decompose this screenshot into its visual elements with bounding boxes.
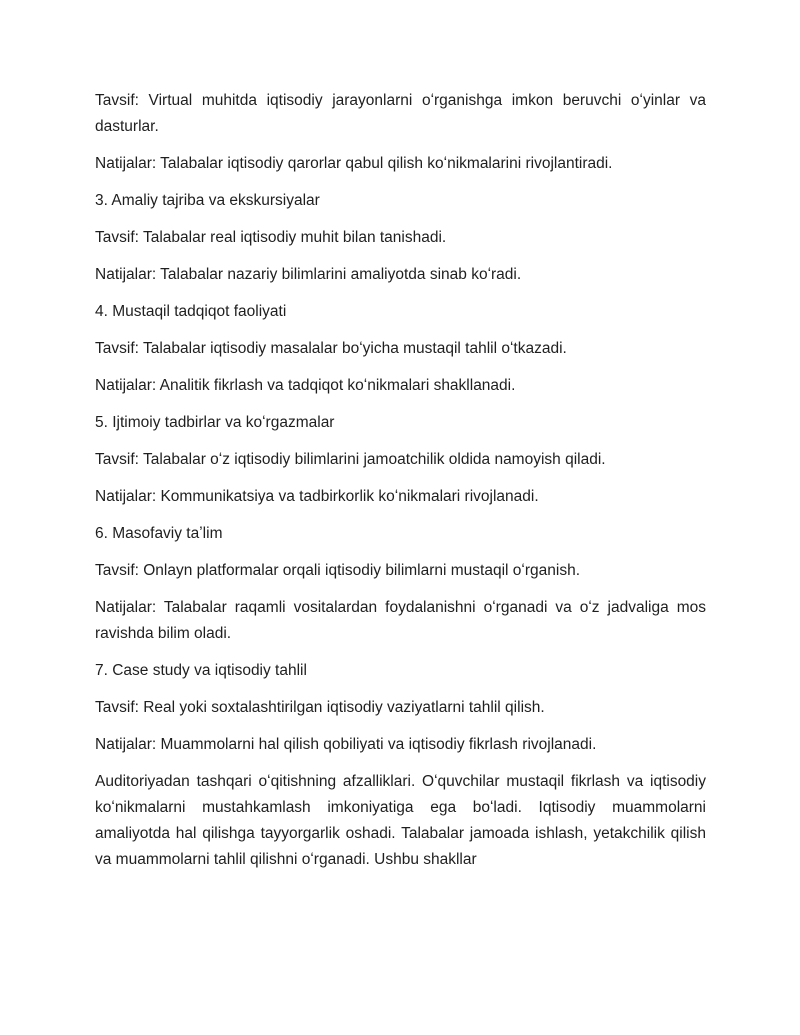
paragraph-natijalar-qarorlar: Natijalar: Talabalar iqtisodiy qarorlar qabul qilish koʻnikmalarini rivojlantiradi. <box>95 155 613 172</box>
section-heading-7: 7. Case study va iqtisodiy tahlil <box>95 662 307 679</box>
section-heading-6: 6. Masofaviy taʼlim <box>95 525 223 542</box>
paragraph-afzalliklar: Auditoriyadan tashqari oʻqitishning afzalliklari. Oʻquvchilar mustaqil fikrlash va iqtisodiy koʻnikmalarni mustahkamlash imkoniyatiga ega boʻladi. Iqtisodiy muammolarni amaliyotda hal qilishga tayyorgarlik oshadi. Talabalar jamoada ishlash, yetakchilik qilish va muammolarni tahlil qilishni oʻrganadi. Ushbu shakllar <box>95 773 706 868</box>
paragraph-tavsif-onlayn: Tavsif: Onlayn platformalar orqali iqtisodiy bilimlarni mustaqil oʻrganish. <box>95 562 581 579</box>
section-heading-3: 3. Amaliy tajriba va ekskursiyalar <box>95 192 320 209</box>
paragraph-tavsif-real-muhit: Tavsif: Talabalar real iqtisodiy muhit bilan tanishadi. <box>95 229 447 246</box>
paragraph-tavsif-jamoatchilik: Tavsif: Talabalar oʻz iqtisodiy bilimlarini jamoatchilik oldida namoyish qiladi. <box>95 451 606 468</box>
paragraph-natijalar-kommunikatsiya: Natijalar: Kommunikatsiya va tadbirkorlik koʻnikmalari rivojlanadi. <box>95 488 539 505</box>
section-heading-4: 4. Mustaqil tadqiqot faoliyati <box>95 303 287 320</box>
section-heading-5: 5. Ijtimoiy tadbirlar va koʻrgazmalar <box>95 414 335 431</box>
paragraph-tavsif-virtual: Tavsif: Virtual muhitda iqtisodiy jarayonlarni oʻrganishga imkon beruvchi oʻyinlar va dasturlar. <box>95 92 706 135</box>
paragraph-natijalar-analitik: Natijalar: Analitik fikrlash va tadqiqot koʻnikmalari shakllanadi. <box>95 377 516 394</box>
paragraph-natijalar-raqamli: Natijalar: Talabalar raqamli vositalardan foydalanishni oʻrganadi va oʻz jadvaliga mos ravishda bilim oladi. <box>95 599 706 642</box>
paragraph-tavsif-masalalar: Tavsif: Talabalar iqtisodiy masalalar boʻyicha mustaqil tahlil oʻtkazadi. <box>95 340 567 357</box>
paragraph-natijalar-nazariy: Natijalar: Talabalar nazariy bilimlarini amaliyotda sinab koʻradi. <box>95 266 522 283</box>
document-body <box>95 88 706 884</box>
paragraph-tavsif-vaziyatlar: Tavsif: Real yoki soxtalashtirilgan iqtisodiy vaziyatlarni tahlil qilish. <box>95 699 545 716</box>
paragraph-natijalar-muammolar: Natijalar: Muammolarni hal qilish qobiliyati va iqtisodiy fikrlash rivojlanadi. <box>95 736 597 753</box>
